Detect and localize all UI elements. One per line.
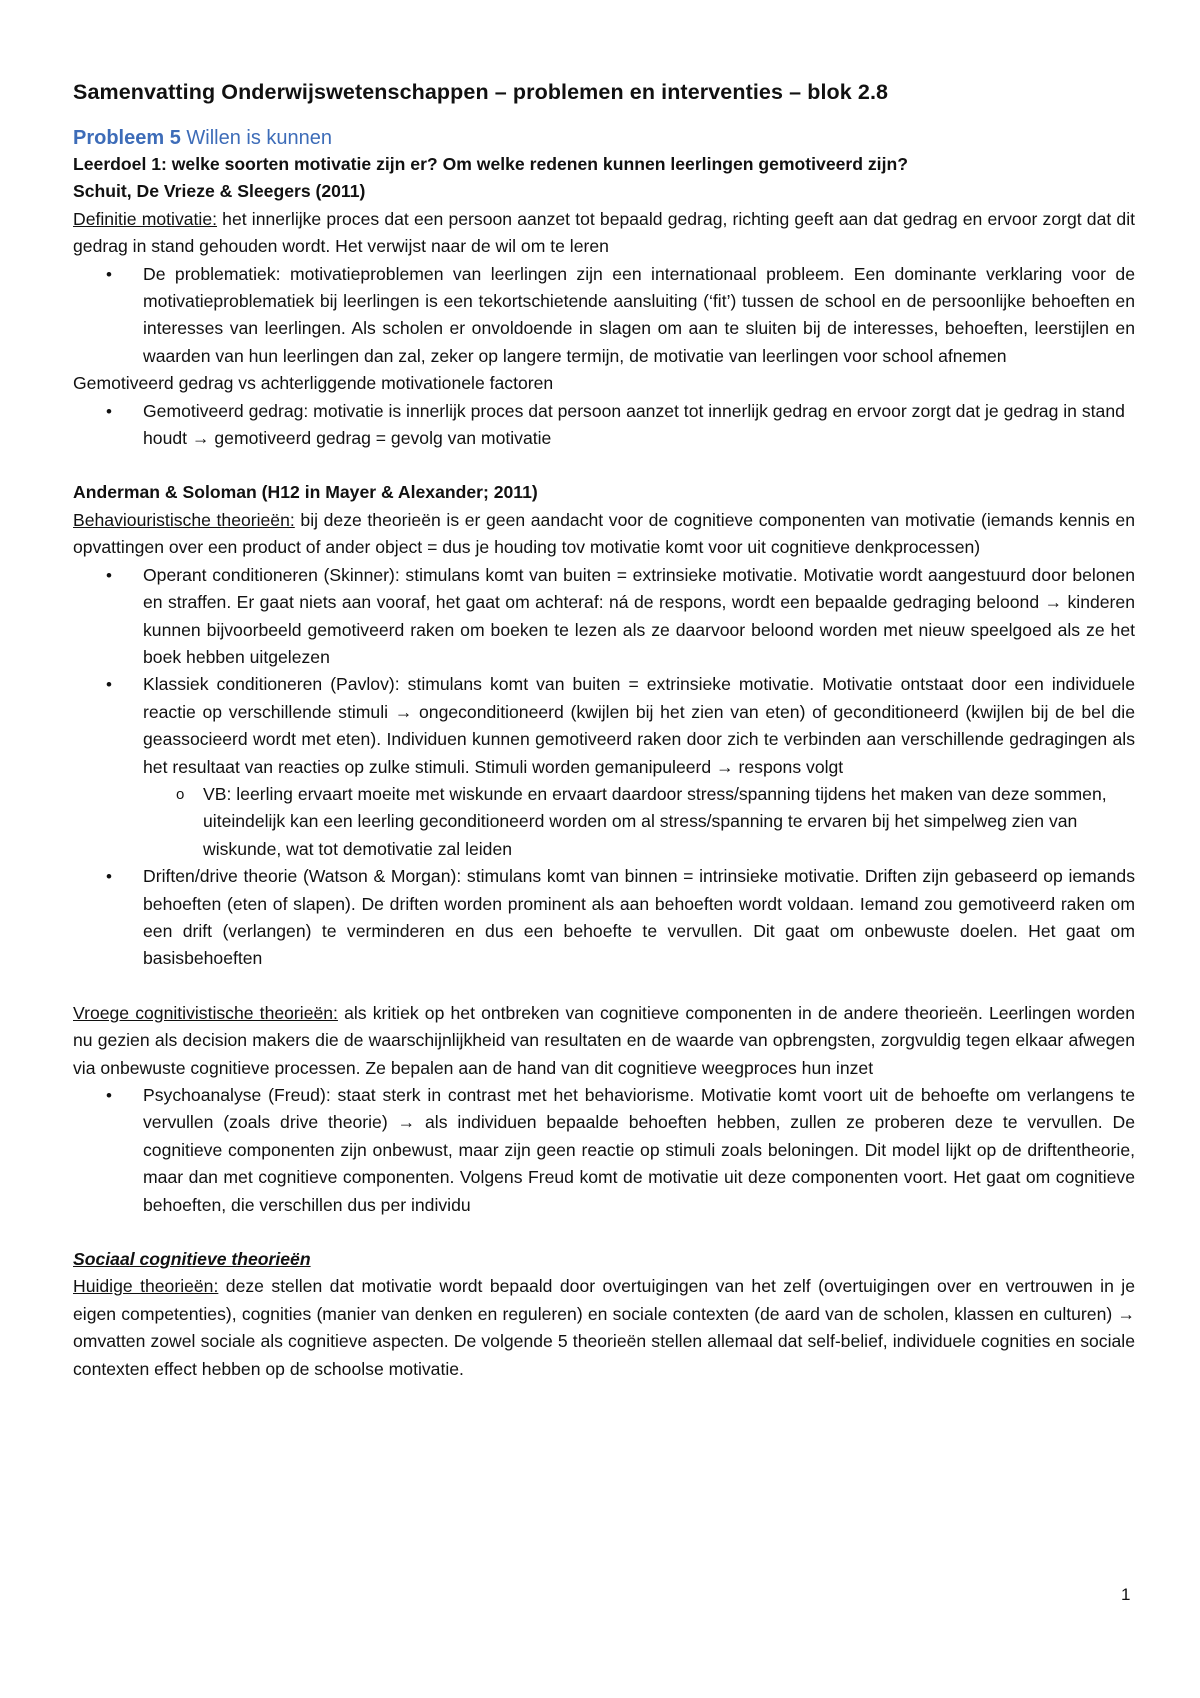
list-item: • Gemotiveerd gedrag: motivatie is innerlijk proces dat persoon aanzet tot innerlijk gedrag en ervoor zorgt dat je gedrag in stand houdt → gemotiveerd gedrag = gevolg van motivatie — [73, 398, 1135, 453]
current-theories-paragraph — [73, 1273, 1135, 1383]
cognitivist-label: Vroege cognitivistische theorieën: — [73, 1002, 338, 1023]
document-title: Samenvatting Onderwijswetenschappen – problemen en interventies – blok 2.8 — [73, 80, 889, 104]
sub-bullet-list — [143, 781, 1135, 863]
problem-name: Willen is kunnen — [180, 127, 333, 149]
problem-number: Probleem 5 — [73, 127, 181, 149]
list-item: • Driften/drive theorie (Watson & Morgan): stimulans komt van binnen = intrinsieke motivatie. Driften zijn gebaseerd op iemands behoeften (eten of slapen). De driften worden prominent als aan behoeften wordt voldaan. Iemand zou gemotiveerd raken om een drift (verlangen) te verminderen en dus een behoefte te vervullen. Dit gaat om onbewuste doelen. Het gaat om basisbehoeften — [73, 863, 1135, 973]
source-heading-schuit: Schuit, De Vrieze & Sleegers (2011) — [73, 181, 366, 202]
page-number: 1 — [1121, 1585, 1131, 1604]
section-heading-social-cognitive: Sociaal cognitieve theorieën — [73, 1249, 311, 1270]
behaviourist-paragraph — [73, 507, 1135, 562]
current-theories-text: deze stellen dat motivatie wordt bepaald door overtuigingen van het zelf (overtuigingen over en vertrouwen in je eigen competenties), cognities (manier van denken en reguleren) en sociale contexten (de aard van de scholen, klassen en culturen) → omvatten zowel sociale als cognitieve aspecten. De volgende 5 theorieën stellen allemaal dat self-belief, individuele cognities en sociale contexten effect hebben op de schoolse motivatie. — [73, 1276, 1136, 1379]
document-body — [73, 78, 1135, 1383]
spacer — [73, 452, 1135, 479]
sub-list-item: o VB: leerling ervaart moeite met wiskunde en ervaart daardoor stress/spanning tijdens het maken van deze sommen, uiteindelijk kan een leerling geconditioneerd worden om al stress/spanning te ervaren bij het simpelweg zien van wiskunde, wat tot demotivatie zal leiden — [143, 781, 1135, 863]
list-item-text: Klassiek conditioneren (Pavlov): stimulans komt van buiten = extrinsieke motivatie. Motivatie ontstaat door een individuele reactie op verschillende stimuli → ongeconditioneerd (kwijlen bij het zien van eten) of geconditioneerd (kwijlen bij de bel die geassocieerd wordt met eten). Individuen kunnen gemotiveerd raken door zich te verbinden aan verschillende gedragingen als het resultaat van reacties op zulke stimuli. Stimuli worden gemanipuleerd → respons volgt — [143, 674, 1135, 777]
spacer — [73, 973, 1135, 1000]
subheading-motivated-behaviour: Gemotiveerd gedrag vs achterliggende motivationele factoren — [73, 373, 554, 394]
bullet-list — [73, 261, 1135, 371]
bullet-list — [73, 398, 1135, 453]
list-item: • De problematiek: motivatieproblemen van leerlingen zijn een internationaal probleem. Een dominante verklaring voor de motivatieproblematiek bij leerlingen is een tekortschietende aansluiting (‘fit’) tussen de school en de persoonlijke behoeften en interesses van leerlingen. Als scholen er onvoldoende in slagen om aan te sluiten bij de interesses, behoeften, leerstijlen en waarden van hun leerlingen dan zal, zeker op langere termijn, de motivatie van leerlingen voor school afnemen — [73, 261, 1135, 371]
problem-heading — [73, 125, 1135, 151]
learning-goal: Leerdoel 1: welke soorten motivatie zijn er? Om welke redenen kunnen leerlingen gemotiveerd zijn? — [73, 154, 908, 174]
list-item: • Psychoanalyse (Freud): staat sterk in contrast met het behaviorisme. Motivatie komt voort uit de behoefte om verlangens te vervullen (zoals drive theorie) → als individuen bepaalde behoeften hebben, zullen ze proberen deze te vervullen. De cognitieve componenten zijn onbewust, maar zijn geen reactie op stimuli zoals beloningen. Dit model lijkt op de driftentheorie, maar dan met cognitieve componenten. Volgens Freud komt de motivatie uit deze componenten voort. Het gaat om cognitieve behoeften, die verschillen dus per individu — [73, 1082, 1135, 1219]
spacer — [73, 1219, 1135, 1246]
source-heading-anderman: Anderman & Soloman (H12 in Mayer & Alexander; 2011) — [73, 482, 538, 503]
definition-paragraph — [73, 206, 1135, 261]
cognitivist-text: als kritiek op het ontbreken van cognitieve componenten in de andere theorieën. Leerlingen worden nu gezien als decision makers die de waarschijnlijkheid van resultaten en de waarde van opbrengsten, zorgvuldig tegen elkaar afwegen via onbewuste cognitieve processen. Ze bepalen aan de hand van dit cognitieve weegproces hun inzet — [73, 1002, 1135, 1078]
cognitivist-paragraph — [73, 1000, 1135, 1082]
list-item: • Operant conditioneren (Skinner): stimulans komt van buiten = extrinsieke motivatie. Motivatie wordt aangestuurd door belonen en straffen. Er gaat niets aan vooraf, het gaat om achteraf: ná de respons, wordt een bepaalde gedraging beloond → kinderen kunnen bijvoorbeeld gemotiveerd raken om boeken te lezen als ze daarvoor beloond worden met nieuw speelgoed als ze het boek hebben uitgelezen — [73, 562, 1135, 672]
definition-label: Definitie motivatie: — [73, 208, 218, 229]
bullet-list — [73, 1082, 1135, 1219]
behaviourist-label: Behaviouristische theorieën: — [73, 509, 295, 530]
bullet-list — [73, 562, 1135, 973]
list-item — [73, 671, 1135, 863]
current-theories-label: Huidige theorieën: — [73, 1276, 219, 1297]
definition-text: het innerlijke proces dat een persoon aanzet tot bepaald gedrag, richting geeft aan dat gedrag en ervoor zorgt dat dit gedrag in stand gehouden wordt. Het verwijst naar de wil om te leren — [73, 208, 1135, 257]
behaviourist-text: bij deze theorieën is er geen aandacht voor de cognitieve componenten van motivatie (iemands kennis en opvattingen over een product of ander object = dus je houding tov motivatie komt voor uit cognitieve denkprocessen) — [73, 509, 1136, 558]
